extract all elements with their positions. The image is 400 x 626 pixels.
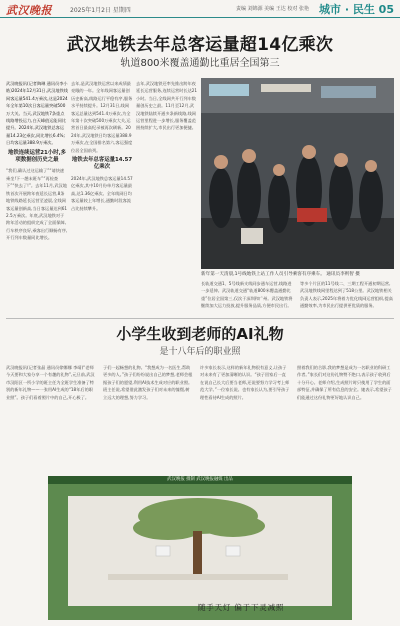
calligraphy-text: 随手天灯 偏于下灵减照 xyxy=(198,603,285,612)
article2-col4-body: 照着我们的合影,我的梦想是成为一名职业的科研工作者。”家长们对这份礼物赞不绝口,表示孩子收到后十分开心。老师介绍,生成照片时只使用了学生的面部特征,并确保了所有信息的安全。她表示,希望孩子们能通过这份礼物更好地认识自己。 xyxy=(297,365,392,400)
article1-col2-body2: 2024年,武汉地铁总客运量14.57亿乘次,其中10月份单月客运量最高,达1.36亿乘次。全年线网日均客运量较上年增长,通勤时段客流占比持续攀升。 xyxy=(71,175,133,211)
newspaper-logo: 武汉晚报 xyxy=(6,4,52,17)
article1-col4-body: 长轨道交通1、5号线新支线同步通车运营,线路进一步延伸。武汉轨道交通“轨道800米覆盖通勤比重”位居全国第三,仅次于深圳和广州。武汉地铁将继续加大运力投放,提升服务品质,方便市民出行。 xyxy=(201,281,293,309)
editor-credits: 责编 刘锦源 美编 王达 校对 张艳 xyxy=(236,6,309,12)
article1-lead: 武汉晚报讯(记者陶琳 通讯员李小皓)2024年12月31日,武汉地铁线网客运量541.4万乘次,这是2024年全年第10次日客运量突破500万大关。当天,武汉地铁7条重点线路增投运力,白天峰值运能同比提升。2024年,武汉地铁总客运量14.23亿乘次,同比增长6.4%;日均客运量388.9万乘次。 xyxy=(6,81,68,146)
article1-col5 xyxy=(300,280,394,316)
article1-col5-body: 等多个片区的11号线二、三期工程开通初期运营,武汉地铁线网里程达到了518公里。武汉地铁相关负责人表示,2025年将着力优化线网运营组织,提高通勤效率,为市民出行提供更优质的服务。 xyxy=(300,281,393,309)
article1-col3 xyxy=(136,80,198,310)
article2-col4 xyxy=(297,364,394,472)
photo2-credit: 武汉晚报 摄制 武汉晚报融媒 出品 xyxy=(48,476,352,484)
subway-station-photo xyxy=(201,78,394,269)
article2-col2-body: 子们一起畅想的礼物。“我想成为一名医生,帮助更多的人。”孩子们纷纷说出自己的梦想,老师会根据孩子们的愿望,利用AI技术生成对应的职业照。班主任说,希望借此激发孩子们对未来的憧憬,树立远大的理想,努力学习。 xyxy=(103,365,193,400)
article2-subhead: 是十八年后的职业照 xyxy=(159,347,241,357)
article1-col2-subtitle: 地铁去年总客运量14.57亿乘次 xyxy=(71,157,133,171)
article1-col4 xyxy=(201,280,295,316)
article2-col1-body: 武汉晚报讯(记者张晶 通讯员徐娜娜 李靖)“老师今天要和大家分享一个有趣的礼物”,元旦前,武汉市汉阳区一所小学的班主任为全班学生准备了特别的新年礼物——一张用AI生成的“18年后的职业照”。孩子们看着照片中的自己,开心极了。 xyxy=(6,365,95,400)
photo1-caption: 新年第一天清晨,1号线地铁上站工作人员引导乘客有序乘车。 通讯员李则智 摄 xyxy=(201,272,360,277)
article1-col1 xyxy=(6,80,68,310)
article1-col1-subtitle: 地铁连续运营21小时,多项数据创历史之最 xyxy=(7,149,67,164)
article1-col2-body: 去年,是武汉地铁运营以来成绩最亮眼的一年。全年线网客运量创历史新高,线路运行平稳有序,服务水平持续提升。12月31日,线网客运总量达到541.4万乘次,为全年第十次突破500万乘次大关,运营首日最高纪录被再次刷新。2024年,武汉地铁日均客运量388.9万乘次,在全国排名第六,客运强度位居全国前列。 xyxy=(71,81,133,153)
section-divider xyxy=(6,318,394,319)
article1-subhead: 轨道800米覆盖通勤比重居全国第三 xyxy=(120,58,280,69)
section-label: 城市 · 民生 05 xyxy=(319,3,394,16)
article2-col3 xyxy=(200,364,290,472)
ai-gift-illustration xyxy=(48,476,352,620)
article1-headline: 武汉地铁去年总客运量超14亿乘次 xyxy=(66,35,334,55)
article1-col1-body: “我们,确认过这运输了”“请快速乘坐!下一趟末班车”“再检查下”“快去了!”。去年11月,武汉地铁首次开展跨年夜延长运营,8条地铁线路延长运营至凌晨,全线网客运量创新高,当日客运量达到612.5万乘次。年底,武汉地铁对于跨年活动的组织完成了全面保障,行车秩序良好,乘客出行顺畅有序,开行列车数量同比增长。 xyxy=(6,168,68,241)
masthead xyxy=(0,0,400,18)
article2-headline: 小学生收到老师的AI礼物 xyxy=(116,325,284,343)
article1-col3-body: 去年,武汉地铁还率先推出跨年夜延长运营服务,连续运营时长达21小时。当日,全线网共开行列车数量创历史之最。11月至12月,武汉地铁陆续开通多条新线路,线网运营里程进一步增长,服务覆盖范围持续扩大,市民出行更加便捷。 xyxy=(136,81,198,131)
article2-col3-body: 许多家长表示,这样的新年礼物很有意义,让孩子对未来有了更加清晰的认识。“孩子回家后一直在说自己长大后要当老师,还说要努力学习考上师范大学。”一位家长说。也有家长认为,要引导孩子理性看待AI生成的照片。 xyxy=(200,365,290,400)
issue-date: 2025年1月2日 星期四 xyxy=(70,7,131,14)
article1-col2 xyxy=(71,80,133,310)
article2-col2 xyxy=(103,364,193,472)
article2-col1 xyxy=(6,364,96,472)
